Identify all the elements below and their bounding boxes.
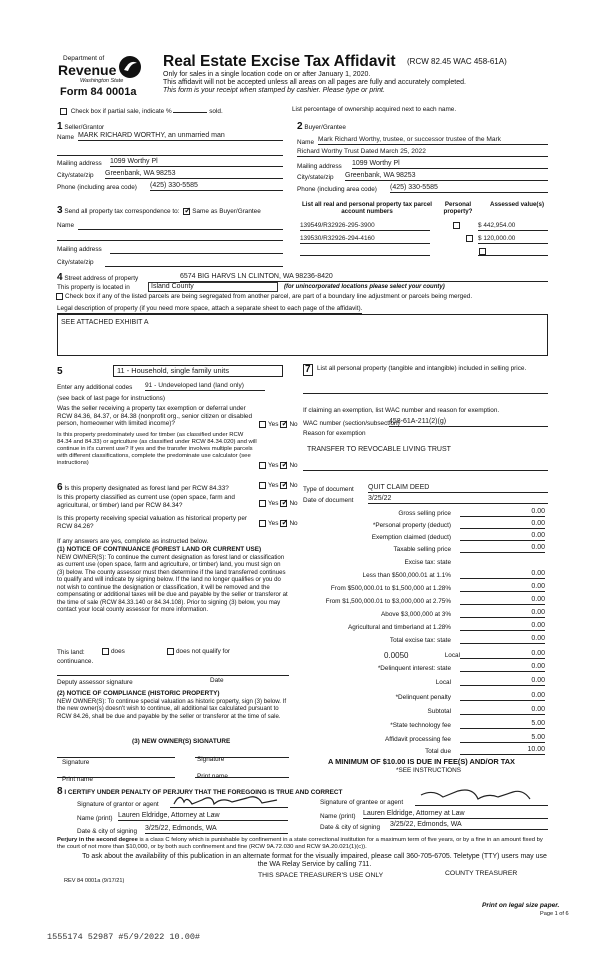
street-address[interactable]: 6574 BIG HARVS LN CLINTON, WA 98236-8420 xyxy=(180,273,548,282)
header-line-3: This form is your receipt when stamped by cashier. Please type or print. xyxy=(163,87,385,94)
tax-line: From $500,000.01 to $1,500,000 at 1.28% xyxy=(330,585,451,592)
grantor-signature-label: Signature of grantor or agent xyxy=(77,801,159,808)
subtotal-label: Subtotal xyxy=(427,708,451,715)
answers-note: If any answers are yes, complete as instructed below. xyxy=(57,538,209,545)
tax-value[interactable]: 0.00 xyxy=(460,508,545,517)
partial-sale: Check box if partial sale, indicate % sold. xyxy=(58,108,223,116)
parcel-number[interactable]: 139530/R32926-294-4160 xyxy=(300,235,430,244)
seller-heading: 1 Seller/Grantor xyxy=(57,121,105,132)
no-checkbox[interactable] xyxy=(280,462,287,469)
revenue-logo-icon xyxy=(117,54,143,80)
notice-continuance-text: NEW OWNER(S): To continue the current designation as forest land or classification as current use (open space, farm and agriculture, or timber) land, you must sign on (3) below. The county assessor must then determine if the land transferred continues to qualify and will indicate by signing below. If the land no longer qualifies or you do not wish to continue the designation or classification, it will be removed and the compensating or additional taxes will be due and payable by the seller or transferor at the time of sale (RCW 84.33.140 or 84.34.108). Prior to signing (3) below, you may contact your local county assessor for more information. xyxy=(57,554,288,613)
corr-city-label: City/state/zip xyxy=(57,259,94,266)
perjury-notice: Perjury in the second degree is a class C felony which is punishable by confinement in a state correctional institution for a maximum term of five years, or by a fine in an amount fixed by the court of not more than $10,000, or by both such confinement and fine (RCW 9A.72.030 and RCW 9A.20.021(1)(c)). xyxy=(57,837,543,850)
buyer-mail[interactable]: 1099 Worthy Pl xyxy=(352,160,548,169)
seller-name[interactable]: MARK RICHARD WORTHY, an unmarried man xyxy=(78,132,283,141)
total-due-label: Total due xyxy=(425,748,451,755)
penalty-label: *Delinquent penalty xyxy=(395,694,451,701)
header-line-1: Only for sales in a single location code on or after January 1, 2020. xyxy=(163,71,371,78)
personal-header: Personal property? xyxy=(443,201,473,216)
section-5-num: 5 xyxy=(57,366,63,377)
buyer-city[interactable]: Greenbank, WA 98253 xyxy=(345,172,548,181)
grantee-signature-label: Signature of grantee or agent xyxy=(320,799,404,806)
delinquent-local-label: Local xyxy=(435,679,451,686)
notice-continuance-heading: (1) NOTICE OF CONTINUANCE (FOREST LAND OR CURRENT USE) xyxy=(57,546,262,553)
exemption-question: Was the seller receiving a property tax exemption or deferral under RCW 84.36, 84.37, or 84.38 (nonprofit org., senior citizen or disabled person, homeowner with limited income)? xyxy=(57,405,253,428)
continuance-label: continuance. xyxy=(57,658,94,665)
print-name-label: Print name xyxy=(62,776,93,783)
state-label: Washington State xyxy=(80,78,124,84)
forest-question: 6 Is this property designated as forest land per RCW 84.33? xyxy=(57,482,229,493)
owner-signature-line[interactable] xyxy=(57,757,175,758)
grantee-signature-line[interactable] xyxy=(415,805,548,806)
current-use-yesno: Yes✓ No xyxy=(257,500,298,508)
codes-note: (see back of last page for instructions) xyxy=(57,395,165,402)
processing-fee-value[interactable]: 5.00 xyxy=(460,734,545,743)
tax-line: Gross selling price xyxy=(398,510,451,517)
tax-line: Total excise tax: state xyxy=(389,637,451,644)
correspondence-heading: 3 Send all property tax correspondence to: ✓ Same as Buyer/Grantee xyxy=(57,205,261,217)
no-checkbox[interactable] xyxy=(280,500,287,507)
tax-value[interactable]: 0.00 xyxy=(460,596,545,605)
does-not-checkbox[interactable] xyxy=(167,648,174,655)
exemption-reason[interactable]: TRANSFER TO REVOCABLE LIVING TRUST xyxy=(307,446,451,453)
segregation-row: Check box if any of the listed parcels are being segregated from another parcel, are part of a boundary line adjustment or parcels being merged. xyxy=(54,293,472,301)
historic-yesno: Yes✓ No xyxy=(257,520,298,528)
assessed-value[interactable]: $ 442,954.00 xyxy=(478,222,548,231)
legal-size-note: Print on legal size paper. xyxy=(482,902,560,909)
grantor-name[interactable]: Lauren Eldridge, Attorney at Law xyxy=(118,812,288,821)
local-value[interactable]: 0.00 xyxy=(460,650,545,659)
personal-checkbox[interactable] xyxy=(479,248,486,255)
street-row: 4 Street address of property xyxy=(57,272,139,283)
same-as-buyer-checkbox[interactable] xyxy=(183,208,190,215)
timber-question: Is this property predominately used for timber (as classified under RCW 84.34 and 84.33) or agriculture (as classified under RCW 84.34.020) and will continue in it's current use? If yes and the transfer involves multiple parcels with different classifications, complete the predominate use calculator (see instructions) xyxy=(57,432,257,467)
rcw-label: (RCW 82.45 WAC 458-61A) xyxy=(407,57,507,66)
grantee-name[interactable]: Lauren Eldridge, Attorney at Law xyxy=(363,810,548,819)
tax-value[interactable]: 0.00 xyxy=(460,583,545,592)
tax-value[interactable]: 0.00 xyxy=(460,544,545,553)
personal-property-line[interactable] xyxy=(303,393,548,394)
corr-blank xyxy=(57,240,283,241)
new-owner-signature-heading: (3) NEW OWNER(S) SIGNATURE xyxy=(132,738,231,745)
land-use-select[interactable]: 11 - Household, single family units xyxy=(113,365,283,377)
see-instructions: *SEE INSTRUCTIONS xyxy=(396,767,461,774)
reason-line xyxy=(303,470,548,471)
personal-checkbox[interactable] xyxy=(453,222,460,229)
historic-question: Is this property receiving special valuation as historical property per RCW 84.26? xyxy=(57,515,248,530)
buyer-heading: 2 Buyer/Grantee xyxy=(297,121,346,132)
yes-checkbox[interactable] xyxy=(259,500,266,507)
minimum-notice: A MINIMUM OF $10.00 IS DUE IN FEE(S) AND/OR TAX xyxy=(328,757,515,766)
land-label: This land: xyxy=(57,649,85,656)
tax-line: *Personal property (deduct) xyxy=(372,522,451,529)
legal-label: Legal description of property (if you need more space, attach a separate sheet to each page of the affidavit). xyxy=(57,305,363,312)
tax-line: Agricultural and timberland at 1.28% xyxy=(347,624,451,631)
seller-mail[interactable]: 1099 Worthy Pl xyxy=(110,158,283,167)
grantor-signature xyxy=(172,792,282,808)
seller-mail-label: Mailing address xyxy=(57,160,102,167)
notice-compliance-text: NEW OWNER(S): To continue special valuation as historic property, sign (3) below. If the new owner(s) doesn't wish to continue, all additional tax calculated pursuant to RCW 84.26, shall be due and payable by the seller or transferor at the time of sale. xyxy=(57,698,287,720)
revenue-label: Revenue xyxy=(58,62,117,78)
local-rate[interactable]: 0.0050 xyxy=(384,651,409,660)
current-use-question: Is this property classified as current use (open space, farm and agricultural, or timber) land per RCW 84.34? xyxy=(57,494,235,509)
header-line-2: This affidavit will not be accepted unless all areas on all pages are fully and accurately completed. xyxy=(163,79,466,86)
buyer-name-1[interactable]: Mark Richard Worthy, trustee, or successor trustee of the Mark xyxy=(318,136,548,145)
wac-number[interactable]: 458-61A-211(2)(g) xyxy=(389,418,548,427)
segregation-checkbox[interactable] xyxy=(56,293,63,300)
exemption-label: If claiming an exemption, list WAC number and reason for exemption. xyxy=(303,407,500,414)
timber-yesno: Yes✓ No xyxy=(257,462,298,470)
certify-heading: 8 I CERTIFY UNDER PENALTY OF PERJURY THAT THE FOREGOING IS TRUE AND CORRECT xyxy=(57,786,343,797)
buyer-name-label: Name xyxy=(297,139,315,146)
dept-label: Department of xyxy=(63,55,105,62)
grantor-date-city[interactable]: 3/25/22, Edmonds, WA xyxy=(145,825,288,834)
corr-mail-field[interactable] xyxy=(110,253,283,254)
does-option: does xyxy=(100,648,125,656)
local-label: Local xyxy=(444,652,460,659)
seller-phone-label: Phone (including area code) xyxy=(57,184,137,191)
grantor-date-label: Date & city of signing xyxy=(77,828,138,835)
buyer-mail-label: Mailing address xyxy=(297,163,342,170)
deputy-date-label: Date xyxy=(210,677,224,684)
exemption-yesno: Yes✓ No xyxy=(257,421,298,429)
form-number: Form 84 0001a xyxy=(60,86,137,98)
buyer-name-2[interactable]: Richard Worthy Trust Dated March 25, 2022 xyxy=(297,148,548,157)
document-type[interactable]: QUIT CLAIM DEED xyxy=(368,484,548,493)
document-date[interactable]: 3/25/22 xyxy=(368,495,548,504)
recording-stamp: 1555174 52987 #5/9/2022 10.00# xyxy=(47,932,201,942)
personal-property-title: List all personal property (tangible and intangible) included in selling price. xyxy=(317,365,527,372)
grantee-signature xyxy=(418,787,538,805)
county-label: This property is located in xyxy=(57,284,130,291)
delinquent-state-value[interactable]: 0.00 xyxy=(460,663,545,672)
tax-line: Exemption claimed (deduct) xyxy=(371,534,451,541)
form-title: Real Estate Excise Tax Affidavit xyxy=(163,53,396,70)
deputy-label: Deputy assessor signature xyxy=(57,679,133,686)
codes-label: Enter any additional codes xyxy=(57,384,133,391)
tax-value[interactable]: 0.00 xyxy=(460,520,545,529)
yes-checkbox[interactable] xyxy=(259,421,266,428)
county-treasurer-label: COUNTY TREASURER xyxy=(445,870,518,877)
print-name-label: Print name xyxy=(197,773,228,780)
yes-checkbox[interactable] xyxy=(259,482,266,489)
notice-compliance-heading: (2) NOTICE OF COMPLIANCE (HISTORIC PROPERTY) xyxy=(57,690,220,697)
total-due-value[interactable]: 10.00 xyxy=(460,746,545,755)
personal-checkbox[interactable] xyxy=(466,235,473,242)
alternate-format-notice: To ask about the availability of this publication in an alternate format for the visually impaired, please call 360-705-6705. Teletype (TTY) users may use the WA Relay Service by calling 711. xyxy=(82,853,547,868)
signature-label: Signature xyxy=(62,759,90,766)
parcel-number[interactable]: 139549/R32926-295-3900 xyxy=(300,222,430,231)
delinquent-local-value[interactable]: 0.00 xyxy=(460,677,545,686)
grantee-date-city[interactable]: 3/25/22, Edmonds, WA xyxy=(390,821,548,830)
grantee-name-label: Name (print) xyxy=(320,813,356,820)
does-not-option: does not qualify for xyxy=(165,648,230,656)
assessor-signature-line[interactable] xyxy=(57,675,289,676)
buyer-phone[interactable]: (425) 330-5585 xyxy=(390,184,548,193)
legal-description-box[interactable] xyxy=(57,314,548,356)
corr-name-label: Name xyxy=(57,222,75,229)
yes-checkbox[interactable] xyxy=(259,462,266,469)
buyer-phone-label: Phone (including area code) xyxy=(297,186,377,193)
processing-fee-label: Affidavit processing fee xyxy=(385,736,451,743)
seller-blank-line xyxy=(57,155,283,156)
grantor-name-label: Name (print) xyxy=(77,815,113,822)
wac-label: WAC number (section/subsection) xyxy=(303,420,400,427)
no-checkbox[interactable] xyxy=(280,421,287,428)
additional-codes[interactable]: 91 - Undeveloped land (land only) xyxy=(145,382,265,391)
treasurer-space-label: THIS SPACE TREASURER'S USE ONLY xyxy=(258,872,384,879)
penalty-value[interactable]: 0.00 xyxy=(460,692,545,701)
tax-line: Less than $500,000.01 at 1.1% xyxy=(362,572,451,579)
county-note: (for unincorporated locations please select your county) xyxy=(284,284,445,290)
subtotal-value[interactable]: 0.00 xyxy=(460,706,545,715)
page-number: Page 1 of 6 xyxy=(540,911,569,917)
reason-label: Reason for exemption xyxy=(303,430,366,437)
assessed-header: Assessed value(s) xyxy=(490,201,544,208)
corr-city-field[interactable] xyxy=(105,266,283,267)
no-checkbox[interactable] xyxy=(280,520,287,527)
seller-phone[interactable]: (425) 330-5585 xyxy=(150,182,283,191)
seller-name-row: Name xyxy=(57,134,75,141)
does-checkbox[interactable] xyxy=(102,648,109,655)
tax-line: Above $3,000,000 at 3% xyxy=(381,611,451,618)
tax-value[interactable]: 0.00 xyxy=(460,570,545,579)
legal-description: SEE ATTACHED EXHIBIT A xyxy=(61,319,149,326)
partial-sale-checkbox[interactable] xyxy=(60,108,67,115)
section-7-num-box: 7 xyxy=(303,364,313,376)
forest-yesno: Yes✓ No xyxy=(257,482,298,490)
county-select[interactable]: Island County xyxy=(148,282,278,292)
revision-label: REV 84 0001a (9/17/21) xyxy=(64,878,125,884)
seller-city-label: City/state/zip xyxy=(57,172,94,179)
assessed-value[interactable]: $ 120,000.00 xyxy=(478,235,548,244)
tech-fee-value[interactable]: 5.00 xyxy=(460,720,545,729)
parcel-number-blank[interactable] xyxy=(300,255,430,256)
buyer-city-label: City/state/zip xyxy=(297,174,334,181)
doc-type-label: Type of document xyxy=(303,486,354,493)
doc-date-label: Date of document xyxy=(303,497,354,504)
tech-fee-label: *State technology fee xyxy=(390,722,451,729)
tax-line: Excise tax: state xyxy=(404,559,451,566)
tax-value[interactable]: 0.00 xyxy=(460,609,545,618)
parcel-header: List all real and personal property tax parcel account numbers xyxy=(302,201,432,216)
no-checkbox[interactable] xyxy=(280,482,287,489)
delinquent-state-label: *Delinquent interest: state xyxy=(377,665,451,672)
tax-value[interactable]: 0.00 xyxy=(460,635,545,644)
assessed-value-blank[interactable] xyxy=(478,255,548,256)
signature-label: Signature xyxy=(197,756,225,763)
grantee-date-label: Date & city of signing xyxy=(320,824,381,831)
tax-line: From $1,500,000.01 to $3,000,000 at 2.75% xyxy=(325,598,451,605)
corr-mail-label: Mailing address xyxy=(57,246,102,253)
pct-label: List percentage of ownership acquired next to each name. xyxy=(292,106,457,113)
seller-city[interactable]: Greenbank, WA 98253 xyxy=(105,170,283,179)
yes-checkbox[interactable] xyxy=(259,520,266,527)
tax-value[interactable]: 0.00 xyxy=(460,622,545,631)
tax-line: Taxable selling price xyxy=(393,546,451,553)
tax-value[interactable]: 0.00 xyxy=(460,532,545,541)
corr-name-field[interactable] xyxy=(78,229,283,230)
